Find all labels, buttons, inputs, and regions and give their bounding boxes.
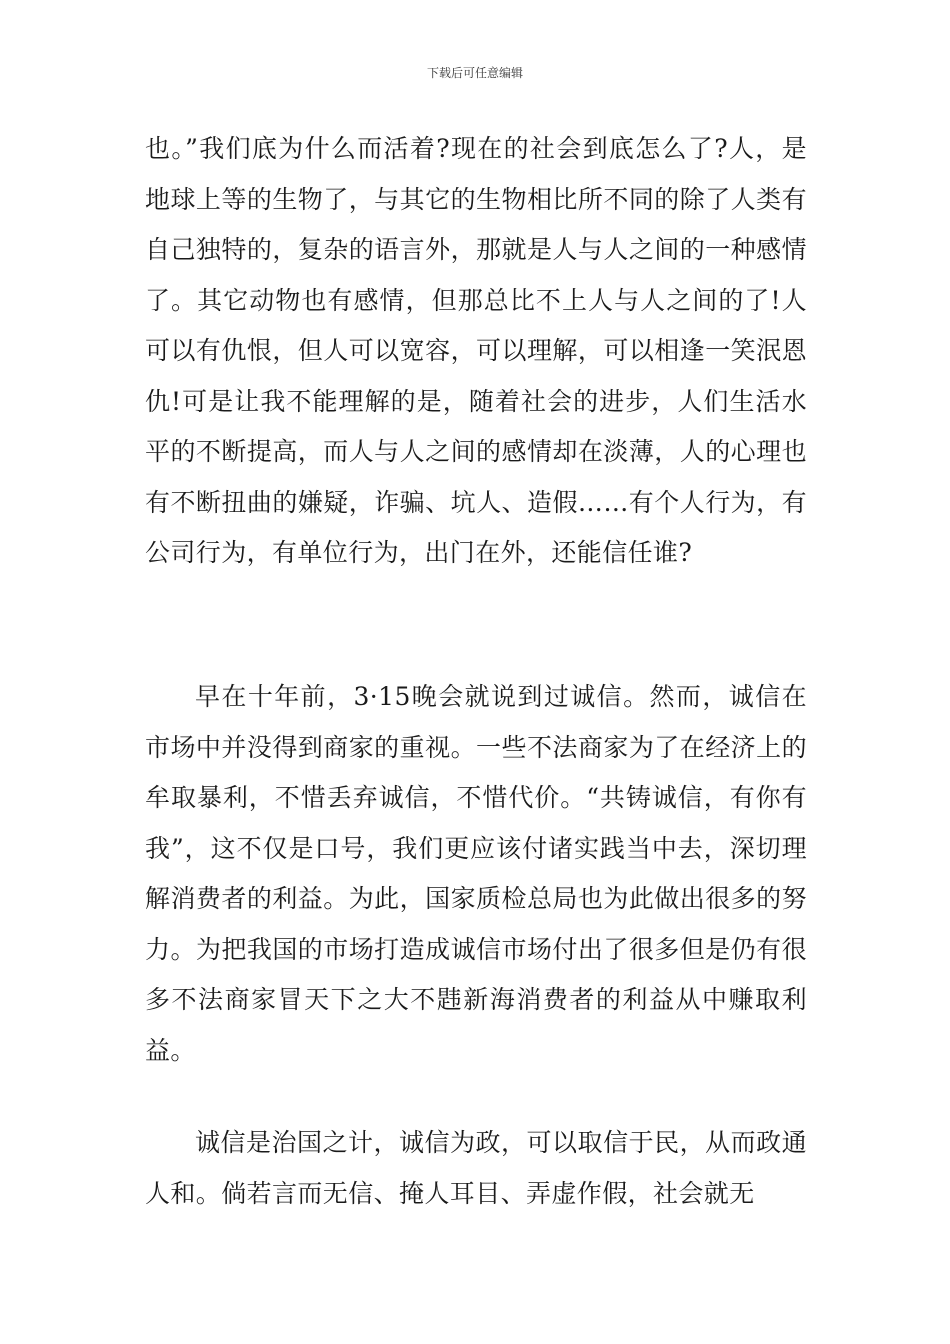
paragraph-2: 早在十年前，3·15晚会就说到过诚信。然而，诚信在市场中并没得到商家的重视。一些不法商家为了在经济上的牟取暴利，不惜丢弃诚信，不惜代价。“共铸诚信，有你有我”，这不仅是口号，我们更应该付诸实践当中去，深切理解消费者的利益。为此，国家质检总局也为此做出很多的努力。为把我国的市场打造成诚信市场付出了很多但是仍有很多不法商家冒天下之大不韪新海消费者的利益从中赚取利益。 (145, 682, 807, 1065)
paragraph-1: 也。”我们底为什么而活着?现在的社会到底怎么了?人，是地球上等的生物了，与其它的生物相比所不同的除了人类有自己独特的，复杂的语言外，那就是人与人之间的一种感情了。其它动物也有感情，但那总比不上人与人之间的了!人可以有仇恨，但人可以宽容，可以理解，可以相逢一笑泯恩仇!可是让我不能理解的是，随着社会的进步，人们生活水平的不断提高，而人与人之间的感情却在淡薄，人的心理也有不断扭曲的嫌疑，诈骗、坑人、造假……有个人行为，有公司行为，有单位行为，出门在外，还能信任谁? (145, 134, 807, 567)
page-header: 下载后可任意编辑 (426, 66, 523, 80)
paragraph-3: 诚信是治国之计，诚信为政，可以取信于民，从而政通人和。倘若言而无信、掩人耳目、弄虚作假，社会就无 (145, 1128, 807, 1208)
